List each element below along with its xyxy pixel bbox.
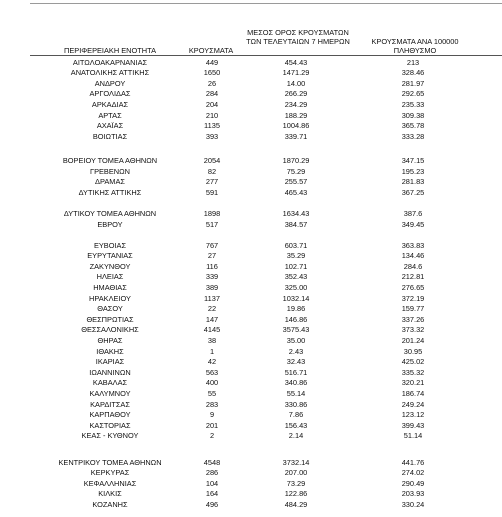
- region-name-cell: ΘΕΣΣΑΛΟΝΙΚΗΣ: [81, 325, 139, 335]
- table-row: [0, 132, 502, 142]
- cases-cell: 1135: [204, 121, 220, 131]
- region-name-cell: ΒΟΡΕΙΟΥ ΤΟΜΕΑ ΑΘΗΝΩΝ: [62, 156, 158, 165]
- avg-cell: 1471.29: [282, 68, 310, 78]
- cases-cell: 204: [205, 99, 219, 109]
- cases-cell: 201: [205, 420, 219, 430]
- table-row: [0, 283, 502, 293]
- cases-cell: 389: [205, 282, 219, 292]
- avg-cell: 35.29: [286, 251, 306, 261]
- table-row: [0, 378, 502, 388]
- table-row: [0, 177, 502, 187]
- region-name-cell: ΚΕΑΣ - ΚΥΘΝΟΥ: [81, 431, 139, 441]
- top-rule: [30, 3, 502, 4]
- per100k-cell: 30.95: [403, 346, 423, 356]
- table-row: [0, 272, 502, 282]
- table-row: [0, 241, 502, 251]
- avg-cell: 55.14: [286, 388, 306, 398]
- cases-cell: 147: [205, 314, 219, 324]
- table-row: [0, 421, 502, 431]
- per100k-cell: 274.02: [401, 468, 425, 478]
- cases-cell: 27: [207, 251, 217, 261]
- per100k-cell: 365.78: [401, 121, 425, 131]
- header-avg-line1: ΜΕΣΟΣ ΟΡΟΣ ΚΡΟΥΣΜΑΤΩΝ: [247, 28, 349, 37]
- per100k-cell: 328.46: [401, 68, 425, 78]
- avg-cell: 465.43: [284, 187, 308, 197]
- cases-cell: 55: [207, 388, 217, 398]
- region-name-cell: ΑΡΤΑΣ: [98, 110, 122, 120]
- avg-cell: 35.00: [286, 335, 306, 345]
- table-row: [0, 220, 502, 230]
- region-name-cell: ΚΕΡΚΥΡΑΣ: [90, 468, 130, 478]
- region-name-cell: ΔΥΤΙΚΟΥ ΤΟΜΕΑ ΑΘΗΝΩΝ: [63, 209, 157, 218]
- avg-cell: 122.86: [284, 489, 308, 499]
- table-row: [0, 336, 502, 346]
- cases-cell: 591: [205, 187, 219, 197]
- cases-cell: 82: [207, 166, 217, 176]
- header-7day-average: [246, 28, 350, 46]
- region-name-cell: ΑΡΚΑΔΙΑΣ: [91, 99, 129, 109]
- cases-cell: 1: [209, 346, 215, 356]
- region-name-cell: ΙΩΑΝΝΙΝΩΝ: [89, 367, 131, 377]
- region-name-cell: ΚΑΛΥΜΝΟΥ: [89, 388, 131, 398]
- per100k-cell: 372.19: [401, 293, 425, 303]
- avg-cell: 603.71: [284, 240, 308, 250]
- avg-cell: 1004.86: [282, 121, 310, 131]
- cases-cell: 38: [207, 335, 217, 345]
- per100k-cell: 292.65: [401, 89, 425, 99]
- avg-cell: 325.00: [284, 282, 308, 292]
- per100k-cell: 276.65: [401, 282, 425, 292]
- per100k-cell: 337.26: [401, 314, 425, 324]
- avg-cell: 384.57: [284, 219, 308, 229]
- region-name-cell: ΚΕΦΑΛΛΗΝΙΑΣ: [83, 478, 137, 488]
- region-name-cell: ΑΙΤΩΛΟΑΚΑΡΝΑΝΙΑΣ: [72, 57, 148, 67]
- header-region: ΠΕΡΙΦΕΡΕΙΑΚΗ ΕΝΟΤΗΤΑ: [64, 46, 156, 55]
- cases-cell: 1137: [204, 293, 220, 303]
- table-row: [0, 479, 502, 489]
- per100k-cell: 425.02: [401, 357, 425, 367]
- cases-cell: 2: [209, 431, 215, 441]
- per100k-cell: 333.28: [401, 131, 425, 141]
- table-row: [0, 368, 502, 378]
- table-row: [0, 357, 502, 367]
- table-row: [0, 68, 502, 78]
- cases-cell: 116: [206, 261, 218, 271]
- table-row: [0, 325, 502, 335]
- per100k-cell: 159.77: [401, 304, 425, 314]
- avg-cell: 255.57: [284, 177, 308, 187]
- per100k-cell: 347.15: [401, 156, 425, 165]
- region-name-cell: ΕΥΡΥΤΑΝΙΑΣ: [87, 251, 133, 261]
- region-name-cell: ΑΝΑΤΟΛΙΚΗΣ ΑΤΤΙΚΗΣ: [70, 68, 150, 78]
- table-row: [0, 500, 502, 510]
- table-row: [0, 410, 502, 420]
- avg-cell: 146.86: [284, 314, 308, 324]
- table-row: [0, 304, 502, 314]
- table-row: [0, 167, 502, 177]
- per100k-cell: 212.81: [401, 272, 425, 282]
- per100k-cell: 320.21: [401, 378, 425, 388]
- cases-cell: 1898: [203, 209, 221, 218]
- per100k-cell: 134.46: [401, 251, 425, 261]
- cases-cell: 277: [205, 177, 219, 187]
- table-row: [0, 111, 502, 121]
- avg-cell: 234.29: [284, 99, 308, 109]
- cases-cell: 286: [205, 468, 219, 478]
- region-name-cell: ΙΘΑΚΗΣ: [96, 346, 124, 356]
- per100k-cell: 284.6: [403, 261, 423, 271]
- region-name-cell: ΘΑΣΟΥ: [97, 304, 123, 314]
- header-cases: ΚΡΟΥΣΜΑΤΑ: [188, 46, 234, 55]
- cases-cell: 9: [209, 410, 215, 420]
- per100k-cell: 213: [406, 57, 420, 67]
- per100k-cell: 201.24: [401, 335, 425, 345]
- cases-cell: 2054: [203, 156, 221, 165]
- cases-cell: 496: [205, 499, 219, 509]
- per100k-cell: 363.83: [401, 240, 425, 250]
- avg-cell: 339.71: [284, 131, 308, 141]
- cases-cell: 210: [205, 110, 219, 120]
- cases-cell: 517: [205, 219, 219, 229]
- table-row: [0, 294, 502, 304]
- per100k-cell: 123.12: [401, 410, 425, 420]
- region-name-cell: ΘΗΡΑΣ: [97, 335, 123, 345]
- per100k-cell: 399.43: [401, 420, 425, 430]
- table-row: [0, 315, 502, 325]
- region-name-cell: ΚΑΣΤΟΡΙΑΣ: [89, 420, 131, 430]
- cases-cell: 1650: [203, 68, 221, 78]
- table-row: [0, 251, 502, 261]
- avg-cell: 1870.29: [282, 156, 310, 165]
- per100k-cell: 349.45: [401, 219, 425, 229]
- avg-cell: 3732.14: [282, 457, 310, 467]
- per100k-cell: 235.33: [401, 99, 425, 109]
- region-name-cell: ΗΜΑΘΙΑΣ: [93, 282, 127, 292]
- table-row: [0, 89, 502, 99]
- region-name-cell: ΙΚΑΡΙΑΣ: [95, 357, 125, 367]
- table-row: [0, 79, 502, 89]
- avg-cell: 330.86: [284, 399, 308, 409]
- avg-cell: 73.29: [286, 478, 306, 488]
- avg-cell: 340.86: [284, 378, 308, 388]
- avg-cell: 102.71: [284, 261, 308, 271]
- header-rule: [30, 55, 502, 56]
- region-name-cell: ΗΡΑΚΛΕΙΟΥ: [89, 293, 131, 303]
- avg-cell: 188.29: [284, 110, 308, 120]
- table-row: [0, 458, 502, 468]
- per100k-cell: 281.83: [401, 177, 425, 187]
- region-name-cell: ΚΟΖΑΝΗΣ: [92, 499, 128, 509]
- table-row: [0, 431, 502, 441]
- avg-cell: 2.14: [288, 431, 304, 441]
- per100k-cell: 51.14: [403, 431, 423, 441]
- region-name-cell: ΑΝΔΡΟΥ: [94, 78, 126, 88]
- per100k-cell: 186.74: [401, 388, 425, 398]
- table-row: [0, 262, 502, 272]
- region-name-cell: ΖΑΚΥΝΘΟΥ: [89, 261, 131, 271]
- avg-cell: 352.43: [284, 272, 308, 282]
- region-name-cell: ΕΥΒΟΙΑΣ: [93, 240, 127, 250]
- region-name-cell: ΔΥΤΙΚΗΣ ΑΤΤΙΚΗΣ: [78, 187, 142, 197]
- cases-cell: 393: [205, 131, 219, 141]
- cases-cell: 4145: [203, 325, 221, 335]
- header-per-line1: ΚΡΟΥΣΜΑΤΑ ΑΝΑ 100000: [371, 37, 459, 46]
- avg-cell: 266.29: [284, 89, 308, 99]
- avg-cell: 207.00: [284, 468, 308, 478]
- per100k-cell: 373.32: [401, 325, 425, 335]
- avg-cell: 484.29: [284, 499, 308, 509]
- cases-cell: 339: [205, 272, 219, 282]
- avg-cell: 14.00: [286, 78, 306, 88]
- per100k-cell: 335.32: [401, 367, 425, 377]
- per100k-cell: 309.38: [401, 110, 425, 120]
- table-row: [0, 121, 502, 131]
- avg-cell: 516.71: [284, 367, 308, 377]
- per100k-cell: 441.76: [401, 457, 425, 467]
- per100k-cell: 387.6: [403, 209, 423, 218]
- avg-cell: 1032.14: [282, 293, 310, 303]
- table-row: [0, 188, 502, 198]
- per100k-cell: 249.24: [401, 399, 425, 409]
- cases-cell: 26: [207, 78, 217, 88]
- table-row: [0, 100, 502, 110]
- avg-cell: 3575.43: [282, 325, 310, 335]
- avg-cell: 32.43: [286, 357, 306, 367]
- table-row: [0, 400, 502, 410]
- avg-cell: 156.43: [284, 420, 308, 430]
- cases-cell: 104: [205, 478, 219, 488]
- cases-cell: 4548: [203, 457, 221, 467]
- region-name-cell: ΕΒΡΟΥ: [97, 219, 123, 229]
- per100k-cell: 290.49: [401, 478, 425, 488]
- region-name-cell: ΓΡΕΒΕΝΩΝ: [90, 166, 130, 176]
- per100k-cell: 367.25: [401, 187, 425, 197]
- table-row: [0, 347, 502, 357]
- cases-cell: 767: [205, 240, 219, 250]
- avg-cell: 75.29: [286, 166, 306, 176]
- cases-cell: 449: [205, 57, 219, 67]
- avg-cell: 19.86: [286, 304, 306, 314]
- region-name-cell: ΚΑΡΔΙΤΣΑΣ: [90, 399, 130, 409]
- header-avg-line2: ΤΩΝ ΤΕΛΕΥΤΑΙΩΝ 7 ΗΜΕΡΩΝ: [246, 37, 350, 46]
- per100k-cell: 281.97: [401, 78, 425, 88]
- region-name-cell: ΒΟΙΩΤΙΑΣ: [92, 131, 128, 141]
- cases-cell: 284: [205, 89, 219, 99]
- region-name-cell: ΗΛΕΙΑΣ: [96, 272, 124, 282]
- cases-cell: 22: [207, 304, 217, 314]
- table-row: [0, 489, 502, 499]
- table-row: [0, 389, 502, 399]
- cases-cell: 164: [205, 489, 219, 499]
- table-row: [0, 156, 502, 166]
- cases-cell: 283: [205, 399, 219, 409]
- region-name-cell: ΔΡΑΜΑΣ: [95, 177, 125, 187]
- header-per-100k: [360, 37, 470, 55]
- header-per-line2: ΠΛΗΘΥΣΜΟ: [393, 46, 437, 55]
- region-name-cell: ΘΕΣΠΡΩΤΙΑΣ: [86, 314, 134, 324]
- avg-cell: 454.43: [284, 57, 308, 67]
- region-name-cell: ΑΡΓΟΛΙΔΑΣ: [89, 89, 131, 99]
- region-name-cell: ΚΙΛΚΙΣ: [98, 489, 122, 499]
- table-row: [0, 58, 502, 68]
- per100k-cell: 195.23: [401, 166, 425, 176]
- table-row: [0, 468, 502, 478]
- region-name-cell: ΚΕΝΤΡΙΚΟΥ ΤΟΜΕΑ ΑΘΗΝΩΝ: [58, 457, 162, 467]
- table-row: [0, 209, 502, 219]
- avg-cell: 7.86: [288, 410, 304, 420]
- avg-cell: 2.43: [288, 346, 304, 356]
- per100k-cell: 203.93: [401, 489, 425, 499]
- region-name-cell: ΚΑΒΑΛΑΣ: [92, 378, 128, 388]
- region-name-cell: ΚΑΡΠΑΘΟΥ: [89, 410, 131, 420]
- per100k-cell: 330.24: [401, 499, 425, 509]
- cases-cell: 400: [205, 378, 219, 388]
- avg-cell: 1634.43: [282, 209, 310, 218]
- cases-cell: 42: [207, 357, 217, 367]
- region-name-cell: ΑΧΑΪΑΣ: [96, 121, 124, 131]
- cases-cell: 563: [205, 367, 219, 377]
